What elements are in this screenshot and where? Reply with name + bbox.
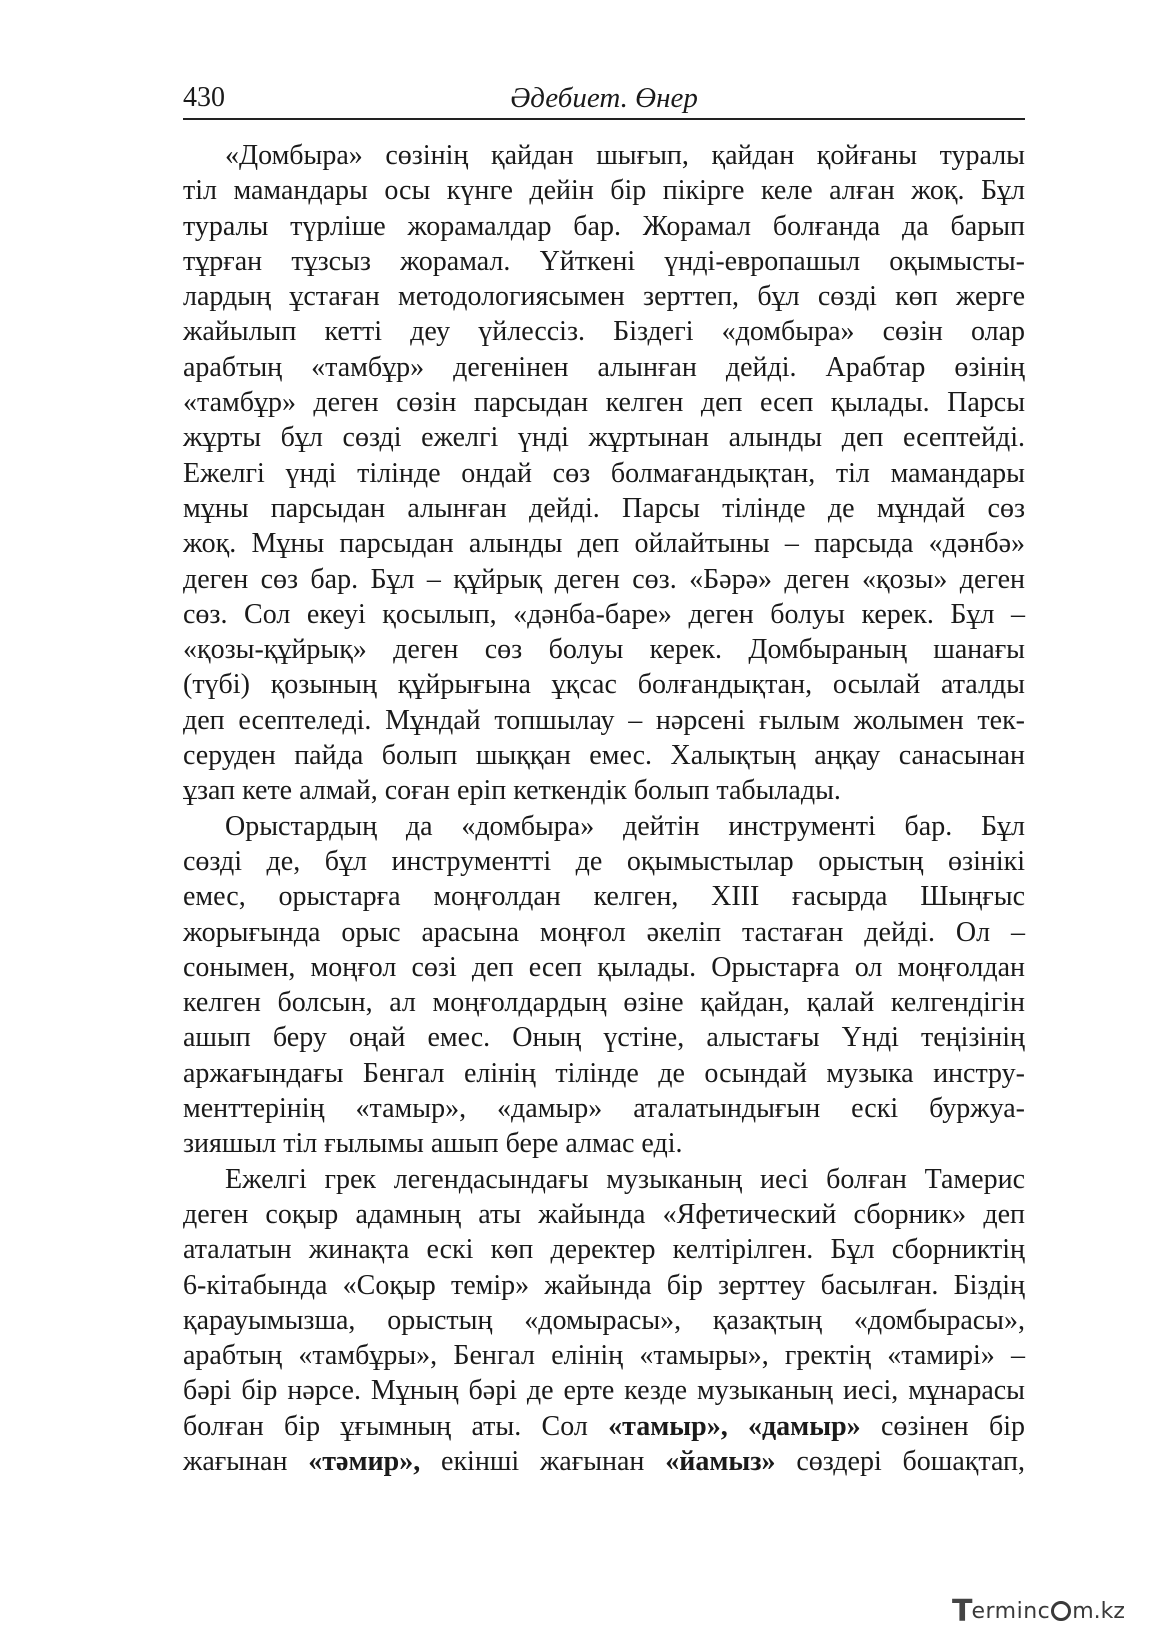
bold-term: «йамыз» (665, 1445, 776, 1477)
text-segment: тіл мамандары осы күнге дейін бір пікірге келе алған жоқ. Бұл (183, 175, 1025, 207)
text-line (183, 526, 1025, 561)
text-line (183, 632, 1025, 667)
text-segment: сөзді де, бұл инструментті де оқымыстылар орыстың өзінікі (183, 845, 1025, 877)
text-line (183, 138, 1025, 173)
text-segment: «Домбыра» сөзінің қайдан шығып, қайдан қойғаны туралы (225, 140, 1025, 171)
text-segment: Ежелгі үнді тілінде ондай сөз болмағандықтан, тіл мамандары (183, 457, 1025, 489)
text-segment: жоқ. Мұны парсыдан алынды деп ойлайтыны – парсыда «дәнбә» (183, 528, 1025, 560)
bold-term: «тәмир», (308, 1445, 421, 1477)
text-segment: зияшыл тіл ғылымы ашып бере алмас еді. (183, 1128, 683, 1160)
text-segment: (түбі) қозының құйрығына ұқсас болғандықтан, осылай аталды (183, 669, 1025, 701)
text-line (183, 1020, 1025, 1055)
text-segment: келген болсын, ал моңғолдардың өзіне қайдан, қалай келгендігін (183, 987, 1025, 1019)
text-segment: жорығында орыс арасына моңғол әкеліп тастаған дейді. Ол – (183, 916, 1025, 948)
text-line (183, 1444, 1025, 1479)
text-segment: серуден пайда болып шыққан емес. Халықтың аңқау санасынан (183, 740, 1025, 772)
text-line (183, 773, 1025, 808)
text-line (183, 844, 1025, 879)
text-line (183, 1373, 1025, 1408)
text-segment: Орыстардың да «домбыра» дейтін инструменті бар. Бұл (225, 810, 1025, 842)
text-line (183, 1409, 1025, 1444)
text-line (183, 456, 1025, 491)
text-segment: деген соқыр адамның аты жайында «Яфетический сборник» деп (183, 1198, 1025, 1230)
text-line (183, 279, 1025, 314)
text-segment: сөзінен бір (860, 1410, 1025, 1442)
text-segment: екінші жағынан (420, 1445, 666, 1477)
text-line (183, 738, 1025, 773)
text-segment: аталатын жинақта ескі көп деректер келтірілген. Бұл сборниктің (183, 1234, 1025, 1266)
watermark-domain: m.kz (1072, 1598, 1125, 1624)
text-line (183, 1232, 1025, 1267)
watermark-letter-t: T (952, 1593, 972, 1629)
text-line (183, 950, 1025, 985)
text-segment: жағынан (183, 1445, 309, 1477)
text-line (183, 173, 1025, 208)
text-segment: 6-кітабында «Соқыр темір» жайында бір зерттеу басылған. Біздің (183, 1269, 1025, 1301)
text-line (183, 350, 1025, 385)
text-line (183, 809, 1025, 844)
text-segment: тұрған тұзсыз жорамал. Үйткені үнді-европашыл оқымысты- (183, 245, 1025, 277)
text-line (183, 1303, 1025, 1338)
text-segment: ашып беру оңай емес. Оның үстіне, алыстағы Үнді теңізінің (183, 1022, 1025, 1054)
text-segment: арабтың «тамбұры», Бенгал елінің «тамыры», гректің «тамирі» – (183, 1340, 1025, 1372)
paragraph (183, 809, 1025, 1162)
text-segment: емес, орыстарға моңғолдан келген, XIII ғасырда Шыңғыс (183, 881, 1025, 913)
text-line (183, 879, 1025, 914)
text-line (183, 1056, 1025, 1091)
text-segment: сөздері бошақтап, (775, 1445, 1025, 1477)
watermark-o-icon (1051, 1601, 1071, 1621)
text-segment: сонымен, моңғол сөзі деп есеп қылады. Орыстарға ол моңғолдан (183, 951, 1025, 983)
paragraph (183, 1162, 1025, 1480)
text-segment: «қозы-құйрық» деген сөз болуы керек. Домбыраның шанағы (183, 634, 1025, 666)
text-segment: сөз. Сол екеуі қосылып, «дәнба-баре» деген болуы керек. Бұл – (183, 598, 1025, 630)
text-line (183, 597, 1025, 632)
text-segment: менттерінің «тамыр», «дамыр» аталатындығын ескі буржуа- (183, 1093, 1025, 1125)
text-segment: туралы түрліше жорамалдар бар. Жорамал болғанда да барып (183, 210, 1025, 242)
text-line (183, 209, 1025, 244)
text-line (183, 314, 1025, 349)
termincom-watermark (952, 1593, 1125, 1629)
text-line (183, 1126, 1025, 1161)
text-line (183, 703, 1025, 738)
text-segment: аржағындағы Бенгал елінің тілінде де осындай музыка инстру- (183, 1057, 1025, 1089)
text-segment: «тамбұр» деген сөзін парсыдан келген деп есеп қылады. Парсы (183, 387, 1025, 419)
text-line (183, 491, 1025, 526)
text-segment: ұзап кете алмай, соған еріп кеткендік болып табылады. (183, 775, 841, 807)
text-line (183, 244, 1025, 279)
text-segment: деп есептеледі. Мұндай топшылау – нәрсені ғылым жолымен тек- (183, 704, 1025, 736)
text-segment: Ежелгі грек легендасындағы музыканың иесі болған Тамерис (225, 1163, 1025, 1195)
text-segment: бәрі бір нәрсе. Мұның бәрі де ерте кезде музыканың иесі, мұнарасы (183, 1375, 1025, 1407)
text-line (183, 1162, 1025, 1197)
text-line (183, 667, 1025, 702)
paragraph (183, 138, 1025, 809)
text-line (183, 1091, 1025, 1126)
text-segment: деген сөз бар. Бұл – құйрық деген сөз. «Бәрә» деген «қозы» деген (183, 563, 1025, 595)
text-segment: лардың ұстаған методологиясымен зерттеп, бұл сөзді көп жерге (183, 281, 1025, 313)
text-line (183, 562, 1025, 597)
bold-term: «тамыр», «дамыр» (608, 1410, 861, 1442)
watermark-text: erminc (971, 1598, 1051, 1624)
text-segment: қарауымызша, орыстың «домырасы», қазақтың «домбырасы», (183, 1304, 1025, 1336)
text-line (183, 420, 1025, 455)
text-line (183, 385, 1025, 420)
body-text (183, 138, 1025, 1479)
text-line (183, 985, 1025, 1020)
text-line (183, 1268, 1025, 1303)
text-segment: болған бір ұғымның аты. Сол (183, 1410, 609, 1442)
text-segment: арабтың «тамбұр» дегенінен алынған дейді. Арабтар өзінің (183, 351, 1025, 383)
text-line (183, 1338, 1025, 1373)
text-line (183, 1197, 1025, 1232)
running-title: Әдебиет. Өнер (510, 82, 698, 114)
page-number: 430 (183, 82, 225, 113)
text-segment: мұны парсыдан алынған дейді. Парсы тілінде де мұндай сөз (183, 492, 1025, 524)
text-segment: жұрты бұл сөзді ежелгі үнді жұртынан алынды деп есептейді. (183, 422, 1025, 454)
text-segment: жайылып кетті деу үйлессіз. Біздегі «домбыра» сөзін олар (183, 316, 1025, 348)
page-header (183, 80, 1025, 120)
text-line (183, 915, 1025, 950)
